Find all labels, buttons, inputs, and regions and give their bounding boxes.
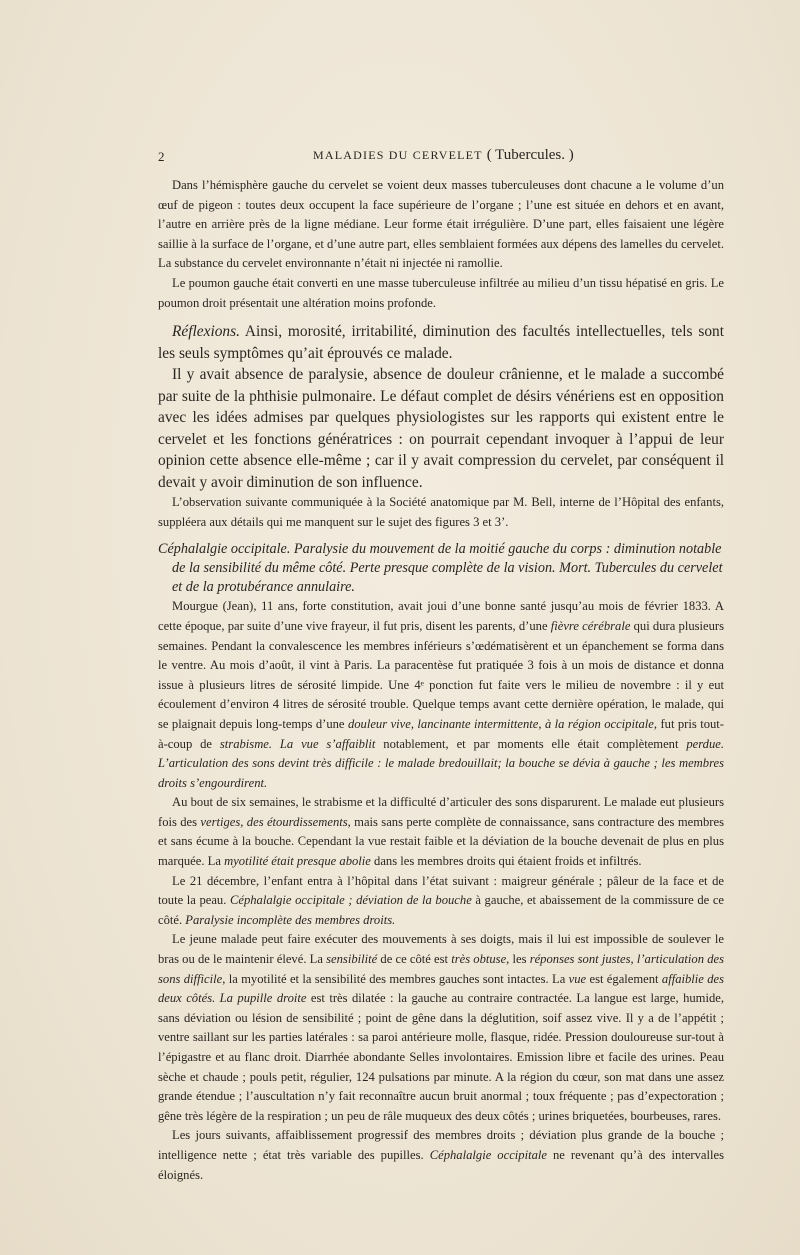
p8-italic-1: Céphalalgie occipitale ; déviation de la bouche (229, 893, 472, 908)
running-head-title: MALADIES DU CERVELET (313, 148, 483, 162)
p9-italic-5: affaiblie des deux côtés. La pupille droite (158, 971, 725, 1006)
p8-italic-2: Paralysie incomplète des membres droits. (185, 912, 396, 927)
paragraph-7 (158, 793, 724, 871)
reflexions-label: Réflexions. (172, 323, 240, 341)
p9-text-c: , les (506, 952, 530, 967)
p9-text-a: Le jeune malade peut faire exécuter des mouvements à ses doigts, mais il lui est impossible de soulever le bras ou de le maintenir élevé. La (158, 932, 724, 967)
p6-text-d: notablement, et par moments elle était complètement (375, 736, 687, 751)
p7-text-c: dans les membres droits qui étaient froids et infiltrés. (370, 854, 642, 869)
p9-text-b: de ce côté est (377, 952, 452, 967)
p6-italic-4: perdue. L’articulation des sons devint très difficile : le malade bredouillait; la bouche se dévia à gauche ; les membres droits s’engourdirent. (158, 736, 724, 790)
p8-text-a: Le 21 décembre, l’enfant entra à l’hôpital dans l’état suivant : maigreur générale ; pâleur de la face et de toute la peau. (158, 873, 724, 908)
page-header (158, 143, 718, 169)
p9-italic-3: réponses sont justes, l’articulation des sons difficile (158, 952, 724, 986)
p10-italic-1: Céphalalgie occipitale (429, 1147, 547, 1162)
p6-italic-1: fièvre cérébrale (550, 618, 631, 633)
p6-italic-2: douleur vive, lancinante intermittente, à la région occipitale (347, 716, 654, 731)
observation-title-line-2: de la sensibilité du même côté. Perte presque complète de la vision. Mort. Tubercules du cervelet (172, 560, 723, 577)
p9-italic-2: très obtuse (451, 952, 507, 967)
paragraph-1: Dans l’hémisphère gauche du cervelet se voient deux masses tuberculeuses dont chacune a le volume d’un œuf de pigeon : toutes deux occupent la face supérieure de l’organe ; l’une est située en dehors et en avant, l’autre en arrière près de la ligne médiane. Leur forme était irrégulière. D’une part, elles faisaient une légère saillie à la surface de l’organe, et d’une autre part, elles semblaient formées aux dépens des lamelles du cervelet. La substance du cervelet environnante n’était ni injectée ni ramollie. (158, 178, 724, 271)
observation-title (158, 540, 724, 597)
p6-text-a: Mourgue (Jean), 11 ans, forte constitution, avait joui d’une bonne santé jusqu’au mois de février 1833. A cette époque, par suite d’une vive frayeur, il fut pris, disent les parents, d’une (158, 599, 724, 633)
p7-text-a: Au bout de six semaines, le strabisme et la difficulté d’articuler des sons disparurent. Le malade eut plusieurs fois des (158, 795, 724, 829)
page-number: 2 (158, 149, 165, 164)
p10-text-b: ne revenant qu’à des intervalles éloignés. (158, 1147, 724, 1182)
paragraph-6 (158, 597, 724, 793)
paragraph-8 (158, 872, 724, 931)
p7-text-b: , mais sans perte complète de connaissance, sans contracture des membres et sans écume à la bouche. Cependant la vue restait faible et la déviation de la bouche devenait de plus en plus marquée. La (158, 814, 724, 869)
paragraph-10 (158, 1126, 724, 1185)
running-head-subtitle: ( Tubercules. ) (486, 147, 574, 163)
paragraph-4: Il y avait absence de paralysie, absence de douleur crânienne, et le malade a succombé par suite de la phthisie pulmonaire. Le défaut complet de désirs vénériens est en opposition avec les idées admises par quelques physiologistes sur les rapports qui existent entre le cervelet et les fonctions génératrices : on pourrait cependant invoquer à l’appui de leur opinion cette absence elle-même ; car il y avait compression du cervelet, par conséquent il devait y avoir diminution de son influence. (158, 366, 724, 491)
paragraph-5: L’observation suivante communiquée à la Société anatomique par M. Bell, interne de l’Hôpital des enfants, suppléera aux détails qui me manquent sur le sujet des figures 3 et 3’. (158, 495, 724, 529)
paragraph-reflexions (158, 321, 724, 364)
p9-italic-4: vue (568, 971, 587, 986)
p10-text-a: Les jours suivants, affaiblissement progressif des membres droits ; déviation plus grande de la bouche ; intelligence nette ; état très variable des pupilles. (158, 1128, 724, 1162)
observation-title-line-1: Céphalalgie occipitale. Paralysie du mouvement de la moitié gauche du corps : diminution notable (158, 541, 722, 558)
p9-text-e: est également (586, 971, 662, 986)
reflexions-text: Ainsi, morosité, irritabilité, diminution des facultés intellectuelles, tels sont les seuls symptômes qu’ait éprouvés ce malade. (158, 323, 724, 362)
paragraph-2: Le poumon gauche était converti en une masse tuberculeuse infiltrée au milieu d’un tissu hépatisé en gris. Le poumon droit présentait une altération moins profonde. (158, 275, 724, 310)
p6-italic-3: strabisme. La vue s’affaiblit (219, 736, 376, 751)
p7-italic-1: vertiges, des étourdissements (200, 814, 348, 829)
running-head (313, 147, 574, 164)
p8-text-b: à gauche, et abaissement de la commissure de ce côté. (158, 893, 724, 927)
p9-italic-1: sensibilité (326, 952, 378, 967)
p9-text-d: , la myotilité et la sensibilité des membres gauches sont intactes. La (222, 971, 569, 986)
p7-italic-2: myotilité était presque abolie (224, 854, 371, 869)
observation-title-line-3: et de la protubérance annulaire. (172, 579, 355, 596)
paragraph-9 (158, 930, 724, 1126)
page-body (158, 176, 724, 1185)
p6-text-b: qui dura plusieurs semaines. Pendant la convalescence les membres inférieurs s’œdématisèrent et un épanchement se forma dans le ventre. Au mois d’août, il vint à Paris. La paracentèse fut pratiquée 3 fois à un mois de distance et donna issue à plusieurs litres de sérosité limpide. Une 4ᵉ ponction fut faite vers le milieu de novembre : il y eut écoulement d’environ 4 litres de sérosité trouble. Quelque temps avant cette dernière opération, le malade, qui se plaignait depuis long-temps d’une (158, 618, 724, 731)
p9-text-f: est très dilatée : la gauche au contraire contractée. La langue est large, humide, sans déviation ou lésion de sensibilité ; point de gêne dans la déglutition, soif assez vive. Il y a de l’appétit ; ventre saillant sur les parties latérales : sa paroi antérieure molle, flasque, ridée. Pression douloureuse sur-tout à l’épigastre et au flanc droit. Diarrhée abondante Selles involontaires. Emission libre et facile des urines. Peau sèche et chaude ; pouls petit, régulier, 124 pulsations par minute. A la région du cœur, son mat dans une assez grande étendue ; l’auscultation n’y fait reconnaître aucun bruit anormal ; toux fréquente ; pas d’expectoration ; gêne très légère de la respiration ; un peu de râle muqueux des deux côtés ; urines briquetées, bourbeuses, rares. (158, 991, 724, 1123)
p6-text-c: , fut pris tout-à-coup de (158, 716, 724, 751)
